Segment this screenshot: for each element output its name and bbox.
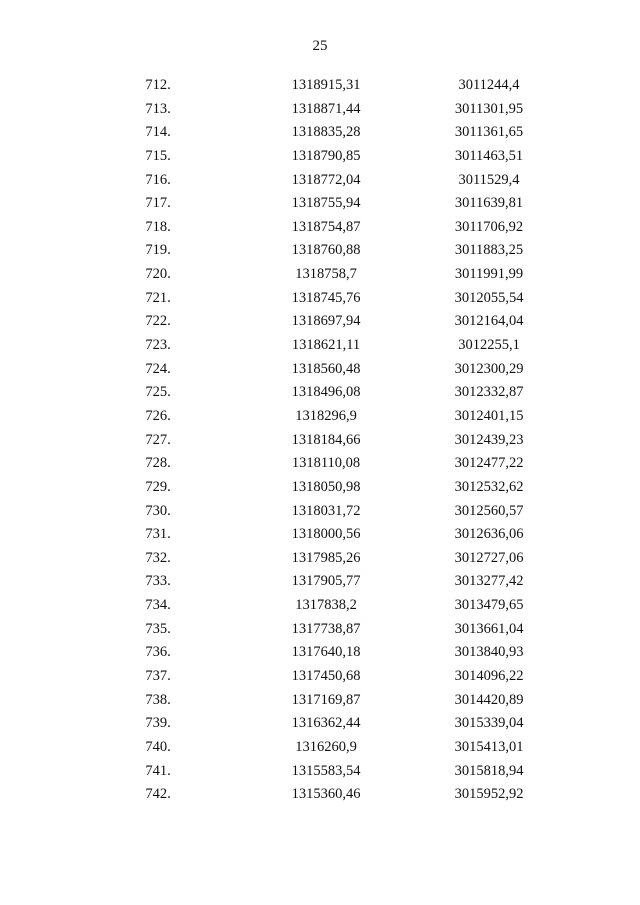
table-row	[0, 547, 640, 571]
point-number-cell: 725.	[145, 384, 171, 401]
y-coordinate-cell: 3015413,01	[454, 738, 524, 755]
y-coordinate-cell: 3012477,22	[454, 455, 524, 472]
y-coordinate-cell: 3011883,25	[454, 242, 524, 259]
y-coordinate-cell: 3013277,42	[454, 573, 524, 590]
point-number-cell: 712.	[145, 77, 171, 93]
y-coordinate-cell: 3012300,29	[454, 360, 524, 377]
table-row	[0, 381, 640, 405]
table-row	[0, 310, 640, 334]
x-coordinate-cell: 1317985,26	[291, 549, 361, 566]
table-row	[0, 712, 640, 736]
point-number-cell: 727.	[145, 431, 171, 448]
x-coordinate-cell: 1318031,72	[291, 502, 361, 519]
point-number-cell: 713.	[145, 100, 171, 117]
point-number-cell: 716.	[145, 171, 171, 188]
y-coordinate-cell: 3012055,54	[454, 289, 524, 306]
point-number-cell: 726.	[145, 407, 171, 424]
page-number: 25	[312, 38, 328, 54]
point-number-cell: 728.	[145, 455, 171, 472]
table-row	[0, 760, 640, 784]
x-coordinate-cell: 1318754,87	[291, 218, 361, 235]
x-coordinate-cell: 1318758,7	[295, 266, 357, 283]
y-coordinate-cell: 3014096,22	[454, 668, 524, 685]
table-row	[0, 121, 640, 145]
y-coordinate-cell: 3012164,04	[454, 313, 524, 330]
x-coordinate-cell: 1318835,28	[291, 124, 361, 141]
point-number-cell: 718.	[145, 218, 171, 235]
y-coordinate-cell: 3011244,4	[458, 77, 520, 93]
x-coordinate-cell: 1318915,31	[291, 77, 361, 93]
table-row	[0, 641, 640, 665]
coordinates-table	[0, 74, 640, 807]
point-number-cell: 739.	[145, 715, 171, 732]
y-coordinate-cell: 3013661,04	[454, 620, 524, 637]
point-number-cell: 731.	[145, 526, 171, 543]
y-coordinate-cell: 3012727,06	[454, 549, 524, 566]
y-coordinate-cell: 3015952,92	[454, 786, 524, 803]
table-row	[0, 452, 640, 476]
table-row	[0, 263, 640, 287]
table-row	[0, 405, 640, 429]
table-row	[0, 783, 640, 807]
y-coordinate-cell: 3011301,95	[454, 100, 524, 117]
x-coordinate-cell: 1318760,88	[291, 242, 361, 259]
point-number-cell: 729.	[145, 478, 171, 495]
x-coordinate-cell: 1318496,08	[291, 384, 361, 401]
point-number-cell: 720.	[145, 266, 171, 283]
y-coordinate-cell: 3011361,65	[454, 124, 524, 141]
point-number-cell: 715.	[145, 147, 171, 164]
x-coordinate-cell: 1315583,54	[291, 762, 361, 779]
y-coordinate-cell: 3012439,23	[454, 431, 524, 448]
point-number-cell: 741.	[145, 762, 171, 779]
y-coordinate-cell: 3011639,81	[454, 195, 524, 212]
point-number-cell: 737.	[145, 668, 171, 685]
table-row	[0, 287, 640, 311]
table-row	[0, 239, 640, 263]
table-row	[0, 736, 640, 760]
table-row	[0, 665, 640, 689]
table-row	[0, 523, 640, 547]
y-coordinate-cell: 3011706,92	[454, 218, 524, 235]
x-coordinate-cell: 1317640,18	[291, 644, 361, 661]
y-coordinate-cell: 3011529,4	[458, 171, 520, 188]
y-coordinate-cell: 3014420,89	[454, 691, 524, 708]
point-number-cell: 735.	[145, 620, 171, 637]
y-coordinate-cell: 3012532,62	[454, 478, 524, 495]
y-coordinate-cell: 3012401,15	[454, 407, 524, 424]
point-number-cell: 738.	[145, 691, 171, 708]
y-coordinate-cell: 3013479,65	[454, 597, 524, 614]
y-coordinate-cell: 3012560,57	[454, 502, 524, 519]
y-coordinate-cell: 3012636,06	[454, 526, 524, 543]
y-coordinate-cell: 3011463,51	[454, 147, 524, 164]
y-coordinate-cell: 3012332,87	[454, 384, 524, 401]
point-number-cell: 719.	[145, 242, 171, 259]
table-row	[0, 476, 640, 500]
table-row	[0, 216, 640, 240]
table-row	[0, 145, 640, 169]
point-number-cell: 724.	[145, 360, 171, 377]
table-row	[0, 192, 640, 216]
point-number-cell: 734.	[145, 597, 171, 614]
x-coordinate-cell: 1318745,76	[291, 289, 361, 306]
x-coordinate-cell: 1315360,46	[291, 786, 361, 803]
point-number-cell: 736.	[145, 644, 171, 661]
table-row	[0, 618, 640, 642]
y-coordinate-cell: 3015339,04	[454, 715, 524, 732]
x-coordinate-cell: 1318755,94	[291, 195, 361, 212]
x-coordinate-cell: 1317905,77	[291, 573, 361, 590]
y-coordinate-cell: 3015818,94	[454, 762, 524, 779]
table-row	[0, 334, 640, 358]
point-number-cell: 722.	[145, 313, 171, 330]
x-coordinate-cell: 1317838,2	[295, 597, 357, 614]
point-number-cell: 717.	[145, 195, 171, 212]
x-coordinate-cell: 1318871,44	[291, 100, 361, 117]
point-number-cell: 732.	[145, 549, 171, 566]
x-coordinate-cell: 1318296,9	[295, 407, 357, 424]
y-coordinate-cell: 3011991,99	[454, 266, 524, 283]
x-coordinate-cell: 1318184,66	[291, 431, 361, 448]
table-row	[0, 689, 640, 713]
point-number-cell: 721.	[145, 289, 171, 306]
x-coordinate-cell: 1318790,85	[291, 147, 361, 164]
table-row	[0, 169, 640, 193]
table-row	[0, 500, 640, 524]
point-number-cell: 730.	[145, 502, 171, 519]
x-coordinate-cell: 1316260,9	[295, 738, 357, 755]
y-coordinate-cell: 3013840,93	[454, 644, 524, 661]
x-coordinate-cell: 1318772,04	[291, 171, 361, 188]
x-coordinate-cell: 1318110,08	[291, 455, 361, 472]
x-coordinate-cell: 1317169,87	[291, 691, 361, 708]
table-row	[0, 358, 640, 382]
x-coordinate-cell: 1318697,94	[291, 313, 361, 330]
x-coordinate-cell: 1318560,48	[291, 360, 361, 377]
point-number-cell: 723.	[145, 337, 171, 354]
x-coordinate-cell: 1318050,98	[291, 478, 361, 495]
x-coordinate-cell: 1317450,68	[291, 668, 361, 685]
point-number-cell: 714.	[145, 124, 171, 141]
table-row	[0, 570, 640, 594]
table-row	[0, 74, 640, 98]
x-coordinate-cell: 1318000,56	[291, 526, 361, 543]
table-row	[0, 429, 640, 453]
y-coordinate-cell: 3012255,1	[458, 337, 520, 354]
x-coordinate-cell: 1318621,11	[291, 337, 361, 354]
point-number-cell: 733.	[145, 573, 171, 590]
table-row	[0, 98, 640, 122]
x-coordinate-cell: 1316362,44	[291, 715, 361, 732]
table-row	[0, 594, 640, 618]
point-number-cell: 740.	[145, 738, 171, 755]
x-coordinate-cell: 1317738,87	[291, 620, 361, 637]
point-number-cell: 742.	[145, 786, 171, 803]
